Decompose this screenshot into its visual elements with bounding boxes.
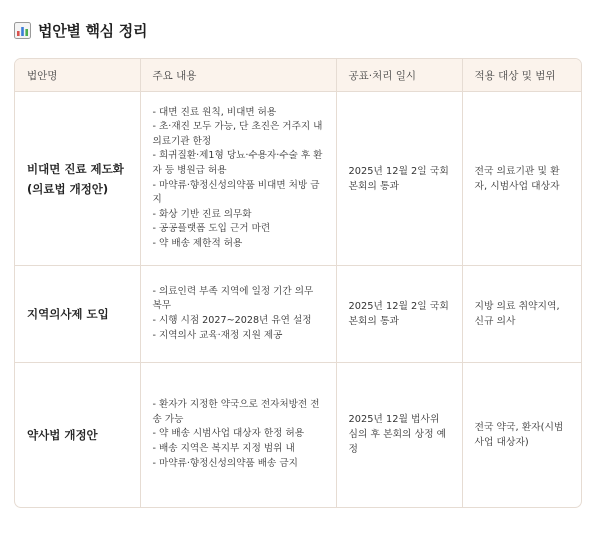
- content-cell: [140, 266, 336, 363]
- list-item: - 의료인력 부족 지역에 일정 기간 의무 복무: [152, 285, 314, 312]
- law-summary-table: [14, 58, 582, 508]
- content-list: [153, 398, 324, 471]
- content-cell: [140, 363, 336, 507]
- list-item: - 화상 기반 진료 의무화: [152, 208, 252, 220]
- page-title: 법안별 핵심 정리: [38, 21, 148, 40]
- date-cell: 2025년 12월 2일 국회 본회의 통과: [336, 92, 462, 266]
- header-law-name: 법안명: [15, 59, 140, 92]
- content-list: [153, 285, 324, 343]
- date-cell: 2025년 12월 2일 국회 본회의 통과: [336, 266, 462, 363]
- table-header-row: [15, 59, 581, 92]
- header-scope: 적용 대상 및 범위: [462, 59, 581, 92]
- header-date: 공표·처리 일시: [336, 59, 462, 92]
- header-main-content: 주요 내용: [140, 59, 336, 92]
- list-item: - 약 배송 제한적 허용: [152, 237, 243, 249]
- section-heading: [14, 18, 600, 42]
- list-item: - 지역의사 교육·재정 지원 제공: [152, 329, 283, 341]
- law-name-cell: 지역의사제 도입: [15, 266, 140, 363]
- list-item: - 시행 시점 2027~2028년 유연 설정: [152, 315, 312, 326]
- table-row: [15, 92, 581, 266]
- content-list: [153, 106, 324, 252]
- list-item: - 배송 지역은 복지부 지정 범위 내: [152, 443, 295, 455]
- list-item: - 대면 진료 원칙, 비대면 허용: [152, 106, 277, 118]
- date-cell: 2025년 12월 법사위 심의 후 본회의 상정 예정: [336, 363, 462, 507]
- list-item: - 마약류·향정신성의약품 배송 금지: [152, 457, 298, 469]
- law-name-cell: 비대면 진료 제도화 (의료법 개정안): [15, 92, 140, 266]
- list-item: - 마약류·향정신성의약품 비대면 처방 금지: [152, 179, 320, 206]
- bar-chart-icon: [14, 22, 31, 39]
- list-item: - 공공플랫폼 도입 근거 마련: [152, 223, 271, 235]
- scope-cell: 전국 의료기관 및 환자, 시범사업 대상자: [462, 92, 581, 266]
- list-item: - 환자가 지정한 약국으로 전자처방전 전송 가능: [152, 399, 320, 425]
- table-row: [15, 363, 581, 507]
- content-cell: [140, 92, 336, 266]
- scope-cell: 지방 의료 취약지역, 신규 의사: [462, 266, 581, 363]
- scope-cell: 전국 약국, 환자(시범사업 대상자): [474, 421, 564, 448]
- law-name-cell: 약사법 개정안: [15, 363, 140, 507]
- list-item: - 초·재진 모두 가능, 단 초진은 거주지 내 의료기관 한정: [152, 121, 323, 147]
- list-item: - 희귀질환·제1형 당뇨·수용자·수술 후 환자 등 병원급 허용: [152, 150, 323, 176]
- list-item: - 약 배송 시범사업 대상자 한정 허용: [152, 428, 305, 440]
- table-row: [15, 266, 581, 363]
